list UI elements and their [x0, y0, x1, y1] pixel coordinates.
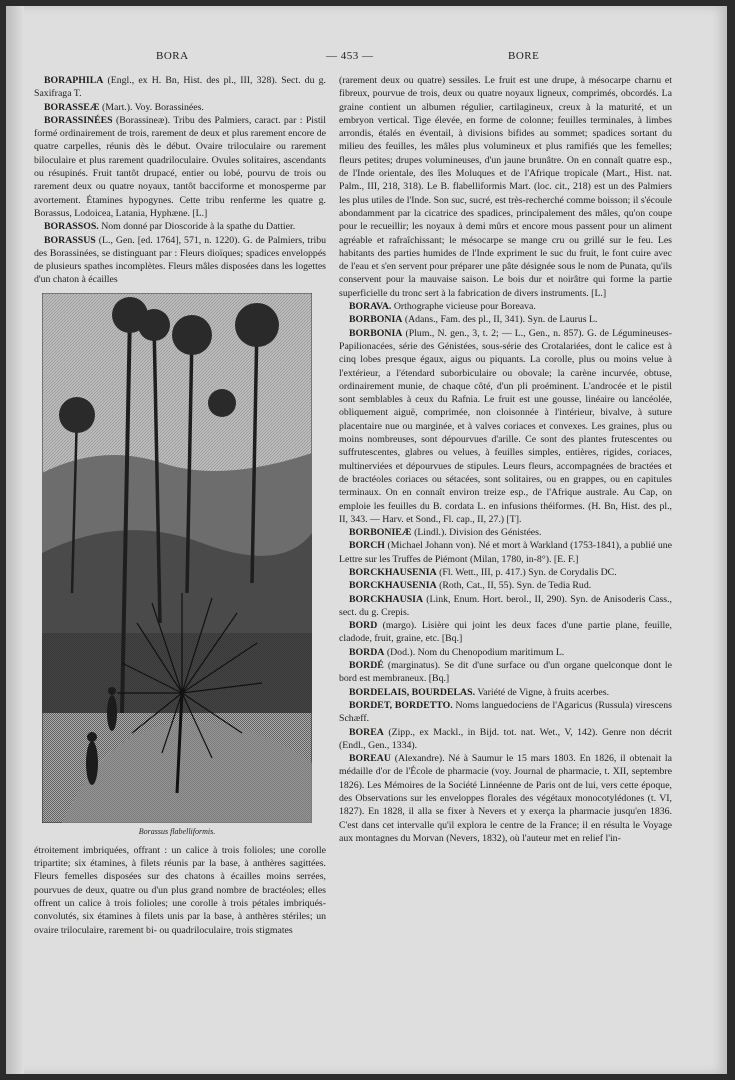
entry-head: BORBONIEÆ	[349, 527, 412, 539]
page-binding-shadow	[6, 6, 24, 1074]
entry-borassinees	[34, 114, 326, 220]
entry-head: BORBONIA	[349, 314, 403, 326]
entry-bord	[339, 619, 672, 646]
page	[6, 6, 727, 1074]
entry-head: BORCKHAUSENIA	[349, 580, 437, 592]
entry-borassus-continuation	[339, 74, 672, 300]
entry-head: BORBONIA	[349, 327, 403, 339]
entry-borassus	[34, 234, 326, 287]
entry-text: (Alexandre). Né à Saumur le 15 mars 1803. En 1826, il obtenait la médaille d'or de l'École de pharmacie (voy. Journal de pharmacie, t. XII, septembre 1826). Les Mémoires de la Société Linnéenne de Paris ont de lui, vers cette époque, des Observations sur les enveloppes florales des végétaux monocotylédones (t. VI, 1827). En 1828, il alla se fixer à Nevers et y exerça la pharmacie jusqu'en 1836. C'est dans cet intervalle qu'il explora le centre de la France; il en résulta le Voyage aux montagnes du Morvan (Nevers, 1832), où l'auteur met en relief l'in-	[339, 753, 672, 844]
entry-text: (marginatus). Se dit d'une surface ou d'un organe quelconque dont le bord est membraneux. [Bq.]	[339, 660, 672, 685]
entry-text: (Link, Enum. Hort. berol., II, 290). Syn. de Anisoderis Cass., sect. du g. Crepis.	[339, 593, 672, 618]
entry-borbonia-plum	[339, 327, 672, 526]
entry-head: BORASSUS	[44, 234, 96, 246]
entry-borassus-continued: étroitement imbriquées, offrant : un calice à trois folioles; une corolle tripartite; six étamines, à filets réunis par la base, à anthères sagittées. Fleurs femelles disposées sur des chatons à écailles moins serrées, pourvues de deux, quatre ou d'un plus grand nombre de bractéoles; elles offrent un calice à trois folioles; une corolle à trois pétales imbriqués-convolutés, six étamines à filets unis par la base, à anthères stériles; un ovaire triloculaire, rarement bi- ou quadriloculaire, trois stigmates	[34, 844, 326, 936]
entry-head: BORDELAIS, BOURDELAS.	[349, 686, 476, 698]
entry-text: Variété de Vigne, à fruits acerbes.	[477, 686, 610, 698]
entry-text: (Plum., N. gen., 3, t. 2; — L., Gen., n. 857). G. de Légumineuses-Papilionacées, série des Génistées, sous-série des Crotalariées, dont le calice est à cinq lobes presque égaux, aigus ou piquants. La corolle, plus ou moins velue à l'extérieur, a l'étendard suborbiculaire ou obovale; la carène incurvée, obtuse, ordinairement munie, de chaque côté, d'un pli proéminent. L'androcée et le pistil sont semblables à ceux du Rafnia. Le fruit est une gousse, linéaire ou lancéolée, obliquement aiguë, comprimée, non cloisonnée à l'intérieur, bivalve, à suture placentaire nue ou marginée, et à valves coriaces et convexes. Les graines, plus ou moins nombreuses, sont dépourvues d'arille. Ce sont des plantes frutescentes ou suffrutescentes, glabres ou velues, à feuilles simples, entières, rigides, coriaces, multinerviées et dépourvues de stipules. Leurs fleurs, accompagnées de bractées et de bractéoles coriaces ou sétacées, sont solitaires, ou en grappes, ou en capitules terminaux. On en connaît environ treize esp., de l'Afrique australe. Au Cap, on emploie les feuilles du B. cordata L. en infusions théiformes. (H. Bn, Hist. des pl., II, 343. — Harv. et Sond., Fl. cap., II, 27.) [T].	[339, 327, 672, 525]
entry-borava	[339, 300, 672, 313]
entry-head: BORDET, BORDETTO.	[349, 699, 453, 711]
figure-caption: Borassus flabelliformis.	[138, 826, 216, 836]
entry-borch	[339, 539, 672, 566]
entry-text: (Adans., Fam. des pl., II, 341). Syn. de Laurus L.	[404, 314, 598, 326]
entry-borckhausia	[339, 593, 672, 620]
entry-bordelais	[339, 686, 672, 699]
entry-boraphila	[34, 74, 326, 101]
entry-text: (Fl. Wett., III, p. 417.) Syn. de Corydalis DC.	[439, 566, 617, 578]
left-column	[34, 74, 326, 937]
entry-text: (Borassineæ). Tribu des Palmiers, caract. par : Pistil formé ordinairement de trois, rarement de deux et plus rarement encore de quatre carpelles, réunis dès le début. Ovaire triloculaire ou rarement biloculaire et plus rarement quadriloculaire. Ovules solitaires, ascendants ou résupinés. Fruit tantôt drupacé, entier ou lobé, pourvu de trois ou rarement deux ou quatre noyaux, tantôt bacciforme et monosperme par avortement. Étamines hypogynes. Cette tribu renferme les quatre g. Borassus, Lodoicea, Latania, Hyphæne. [L.]	[34, 114, 326, 219]
engraving-figure	[42, 293, 312, 838]
running-head-left: BORA	[156, 50, 189, 62]
entry-head: BORASSEÆ	[44, 101, 100, 113]
running-head-right: BORE	[508, 50, 540, 62]
entry-head: BORCKHAUSIA	[349, 593, 424, 605]
entry-head: BORAVA.	[349, 301, 392, 313]
entry-head: BORAPHILA	[44, 75, 104, 86]
entry-borbonieae	[339, 526, 672, 539]
entry-borckhausenia-fl	[339, 566, 672, 579]
right-column	[339, 74, 672, 845]
palm-engraving-illustration	[42, 293, 312, 823]
entry-head: BORCH	[349, 540, 385, 552]
entry-text: Noms languedociens de l'Agaricus (Russula) virescens Schæff.	[339, 699, 672, 725]
entry-borckhausenia-roth	[339, 579, 672, 592]
entry-bordet	[339, 699, 672, 726]
entry-text: (L., Gen. [ed. 1764], 571, n. 1220). G. de Palmiers, tribu des Borassinées, se distinguant par : Fleurs dioïques; spadices enveloppés de plusieurs spathes incomplètes. Fleurs mâles disposées dans les logettes d'un chaton à écailles	[34, 234, 326, 286]
entry-head: BORCKHAUSENIA	[349, 566, 437, 578]
entry-text: (margo). Lisière qui joint les deux faces d'une partie plane, feuille, cladode, fruit, graine, etc. [Bq.]	[339, 620, 672, 645]
entry-text: Orthographe vicieuse pour Boreava.	[393, 301, 536, 313]
entry-borde	[339, 659, 672, 686]
entry-head: BORD	[349, 620, 378, 632]
entry-text: (Michael Johann von). Né et mort à Warkland (1753-1841), a publié une Lettre sur les Truffes de Piémont (Milan, 1780, in-8°). [E. F.]	[339, 540, 673, 565]
entry-text: (Lindl.). Division des Génistées.	[414, 527, 542, 539]
entry-head: BORDÉ	[349, 660, 384, 672]
entry-boreau	[339, 752, 672, 845]
entry-text: (Zipp., ex Mackl., in Bijd. tot. nat. Wet., V, 142). Genre non décrit (Endl., Gen., 1334).	[339, 726, 672, 751]
entry-borbonia-adans	[339, 313, 672, 326]
entry-borda	[339, 646, 672, 659]
entry-borasseae	[34, 101, 326, 114]
page-number: — 453 —	[326, 50, 374, 62]
entry-head: BOREA	[349, 726, 384, 738]
entry-text: Nom donné par Dioscoride à la spathe du Dattier.	[101, 221, 296, 233]
entry-text: (Engl., ex H. Bn, Hist. des pl., III, 328). Sect. du g. Saxifraga T.	[34, 75, 326, 100]
entry-head: BOREAU	[349, 753, 391, 765]
entry-borassos	[34, 220, 326, 233]
entry-head: BORASSOS.	[44, 221, 99, 233]
entry-text: (Dod.). Nom du Chenopodium maritimum L.	[386, 646, 565, 658]
entry-text: (rarement deux ou quatre) sessiles. Le fruit est une drupe, à mésocarpe charnu et fibreux, pourvue de trois, deux ou quatre noyaux ligneux, comprimés, obcordés. La graine contient un albumen régulier, cartilagineux, creux à la maturité, et un embryon vertical. Tige élevée, en forme de colonne; feuilles terminales, à limbes arrondis, étalés en éventail, à divisions bifides au sommet; spadices sortant du milieu des feuilles, les mâles plus volumineux et plus ramifiés que les femelles; fleurs petites; drupes volumineuses, d'un jaune brunâtre. On en connaît quatre esp., de l'Inde orientale, des îles Moluques et de l'Afrique tropicale (Mart., Hist. nat. Palm., III, 218, 318). Le B. flabelliformis Mart. (loc. cit., 218) est un des Palmiers les plus utiles de l'Inde. Son suc, sucré, est très-recherché comme boisson; il s'écoule abondamment par la cicatrice des spadices, principalement des mâles, qu'on coupe pour le recueillir; les noyaux à demi mûrs et encore mous passent pour un aliment agréable et rafraîchissant; le mésocarpe se mange cru ou grillé sur le feu. Les habitants des parties humides de l'Inde expriment le suc du fruit, le font cuire avec de l'eau et s'en servent pour préparer une pâte désignée sous le nom de Punata, qu'ils conservent pour la mauvaise saison. Le bois dur et noirâtre qui forme la partie superficielle du tronc sert à la fabrication de divers instruments. [L.]	[339, 75, 672, 299]
entry-text: (Mart.). Voy. Borassinées.	[102, 101, 204, 113]
running-head	[36, 50, 684, 64]
entry-text: (Roth, Cat., II, 55). Syn. de Tedia Rud.	[439, 580, 592, 592]
entry-head: BORASSINÉES	[44, 114, 113, 126]
entry-head: BORDA	[349, 646, 385, 658]
entry-borea	[339, 726, 672, 753]
